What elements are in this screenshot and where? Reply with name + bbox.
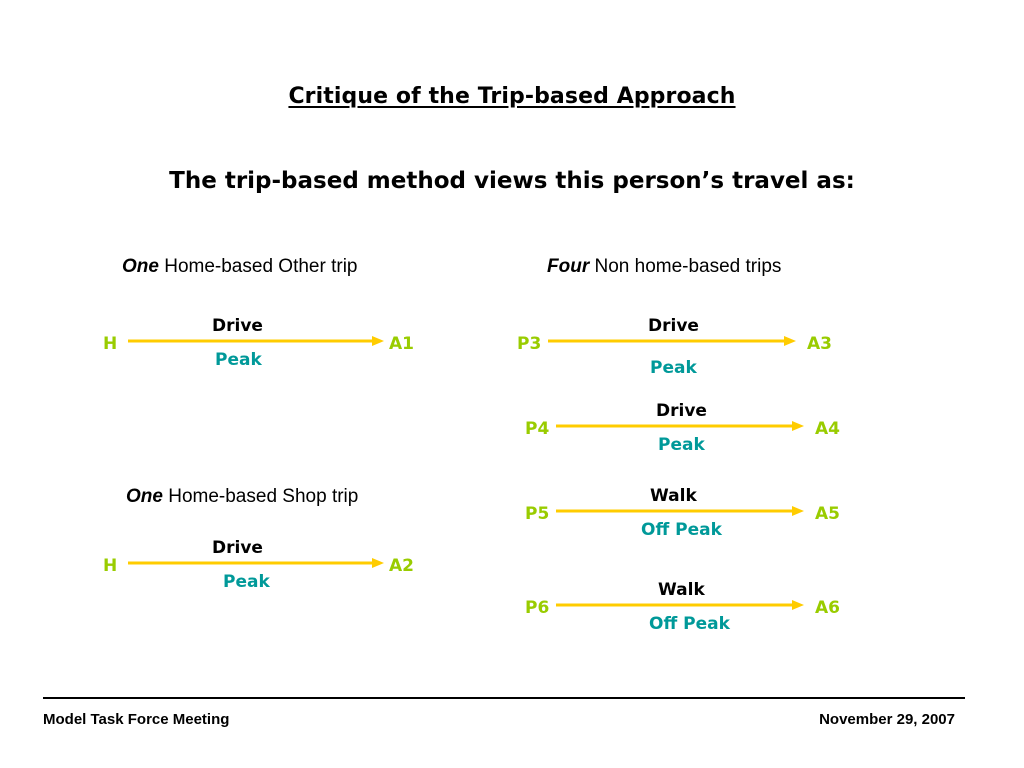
heading-home-based-shop	[126, 486, 358, 508]
heading-text: Home-based Other trip	[158, 256, 358, 277]
slide-subtitle: The trip-based method views this person’s travel as:	[169, 168, 855, 194]
footer-divider	[43, 697, 965, 699]
trip-time: Peak	[223, 572, 270, 592]
trip-destination: A1	[389, 334, 414, 354]
trip-arrow	[556, 505, 816, 517]
trip-origin: P4	[525, 419, 550, 439]
trip-arrow	[128, 557, 388, 569]
footer-date: November 29, 2007	[819, 711, 955, 728]
trip-time: Peak	[650, 358, 697, 378]
trip-time: Peak	[658, 435, 705, 455]
trip-time: Off Peak	[641, 520, 722, 540]
trip-origin: H	[103, 556, 118, 576]
trip-arrow	[548, 335, 808, 347]
trip-mode: Drive	[656, 401, 707, 421]
trip-time: Off Peak	[649, 614, 730, 634]
trip-origin: P6	[525, 598, 550, 618]
trip-mode: Drive	[648, 316, 699, 336]
trip-destination: A5	[815, 504, 840, 524]
trip-origin: P5	[525, 504, 550, 524]
trip-destination: A4	[815, 419, 840, 439]
trip-time: Peak	[215, 350, 262, 370]
trip-mode: Drive	[212, 538, 263, 558]
trip-mode: Drive	[212, 316, 263, 336]
trip-destination: A2	[389, 556, 414, 576]
heading-non-home-based	[547, 256, 781, 278]
heading-text: Home-based Shop trip	[162, 486, 359, 507]
trip-origin: H	[103, 334, 118, 354]
heading-home-based-other	[122, 256, 357, 278]
trip-destination: A3	[807, 334, 832, 354]
trip-origin: P3	[517, 334, 542, 354]
trip-mode: Walk	[658, 580, 705, 600]
trip-destination: A6	[815, 598, 840, 618]
trip-mode: Walk	[650, 486, 697, 506]
heading-count: Four	[547, 256, 590, 277]
footer-meeting-name: Model Task Force Meeting	[43, 711, 230, 728]
heading-count: One	[126, 486, 163, 507]
slide-title: Critique of the Trip-based Approach	[288, 84, 736, 109]
heading-text: Non home-based trips	[589, 256, 782, 277]
heading-count: One	[122, 256, 159, 277]
trip-arrow	[556, 420, 816, 432]
trip-arrow	[128, 335, 388, 347]
trip-arrow	[556, 599, 816, 611]
